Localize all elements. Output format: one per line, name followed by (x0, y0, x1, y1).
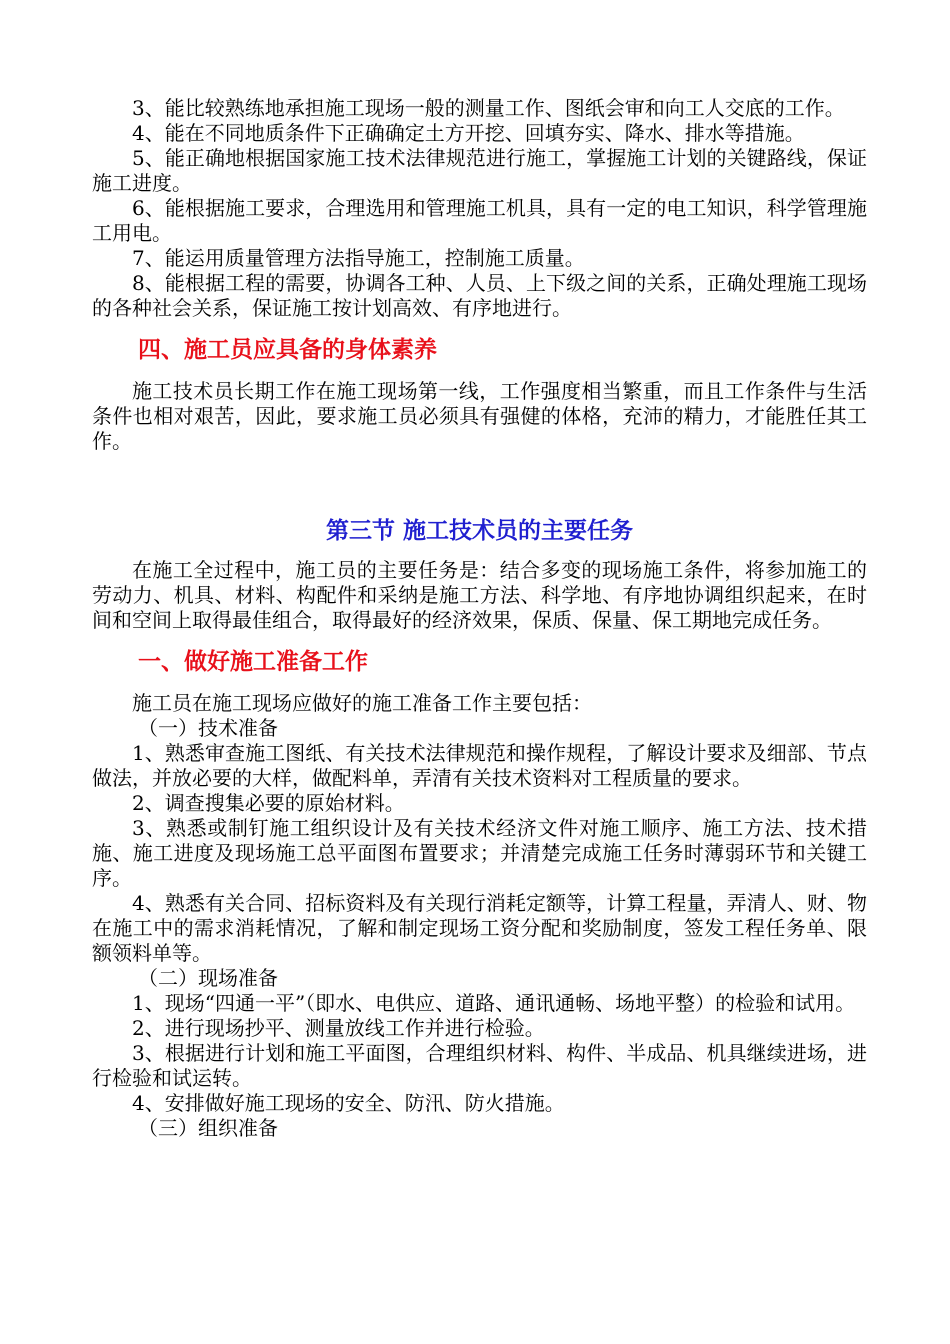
list-item: 2、进行现场抄平、测量放线工作并进行检验。 (132, 1016, 545, 1040)
list-item: 2、调查搜集必要的原始材料。 (132, 791, 405, 815)
list-item: 1、熟悉审查施工图纸、有关技术法律规范和操作规程，了解设计要求及细部、节点做法，并放必要的大样，做配料单，弄清有关技术资料对工程质量的要求。 (92, 741, 867, 790)
section-heading-physical: 四、施工员应具备的身体素养 (138, 336, 437, 363)
list-item: 1、现场“四通一平”（即水、电供应、道路、通讯通畅、场地平整）的检验和试用。 (132, 991, 856, 1015)
section-body-physical: 施工技术员长期工作在施工现场第一线，工作强度相当繁重，而且工作条件与生活条件也相对艰苦，因此，要求施工员必须具有强健的体格，充沛的精力，才能胜任其工作。 (92, 379, 867, 453)
subheading-tech-prep: （一）技术准备 (138, 716, 278, 740)
subheading-org-prep: （三）组织准备 (138, 1116, 278, 1140)
list-item: 8、能根据工程的需要，协调各工种、人员、上下级之间的关系，正确处理施工现场的各种社会关系，保证施工按计划高效、有序地进行。 (92, 271, 867, 320)
section-lead: 施工员在施工现场应做好的施工准备工作主要包括： (132, 691, 592, 715)
list-item: 3、熟悉或制钉施工组织设计及有关技术经济文件对施工顺序、施工方法、技术措施、施工进度及现场施工总平面图布置要求；并清楚完成施工任务时薄弱环节和关键工序。 (92, 816, 867, 890)
section-heading-preparation: 一、做好施工准备工作 (138, 648, 368, 675)
list-item: 7、能运用质量管理方法指导施工，控制施工质量。 (132, 246, 585, 270)
list-item: 4、能在不同地质条件下正确确定土方开挖、回填夯实、降水、排水等措施。 (132, 121, 805, 145)
chapter-title: 第三节 施工技术员的主要任务 (325, 517, 633, 544)
list-item: 4、安排做好施工现场的安全、防汛、防火措施。 (132, 1091, 565, 1115)
document-body (92, 96, 867, 1141)
list-item: 3、能比较熟练地承担施工现场一般的测量工作、图纸会审和向工人交底的工作。 (132, 96, 845, 120)
list-item: 6、能根据施工要求，合理选用和管理施工机具，具有一定的电工知识，科学管理施工用电。 (92, 196, 867, 245)
list-item: 3、根据进行计划和施工平面图，合理组织材料、构件、半成品、机具继续进场，进行检验和试运转。 (92, 1041, 867, 1090)
subheading-site-prep: （二）现场准备 (138, 966, 278, 990)
list-item: 4、熟悉有关合同、招标资料及有关现行消耗定额等，计算工程量，弄清人、财、物在施工中的需求消耗情况，了解和制定现场工资分配和奖励制度，签发工程任务单、限额领料单等。 (92, 891, 867, 965)
list-item: 5、能正确地根据国家施工技术法律规范进行施工，掌握施工计划的关键路线，保证施工进度。 (92, 146, 867, 195)
chapter-intro: 在施工全过程中，施工员的主要任务是：结合多变的现场施工条件，将参加施工的劳动力、机具、材料、构配件和采纳是施工方法、科学地、有序地协调组织起来，在时间和空间上取得最佳组合，取得最好的经济效果，保质、保量、保工期地完成任务。 (92, 558, 867, 632)
